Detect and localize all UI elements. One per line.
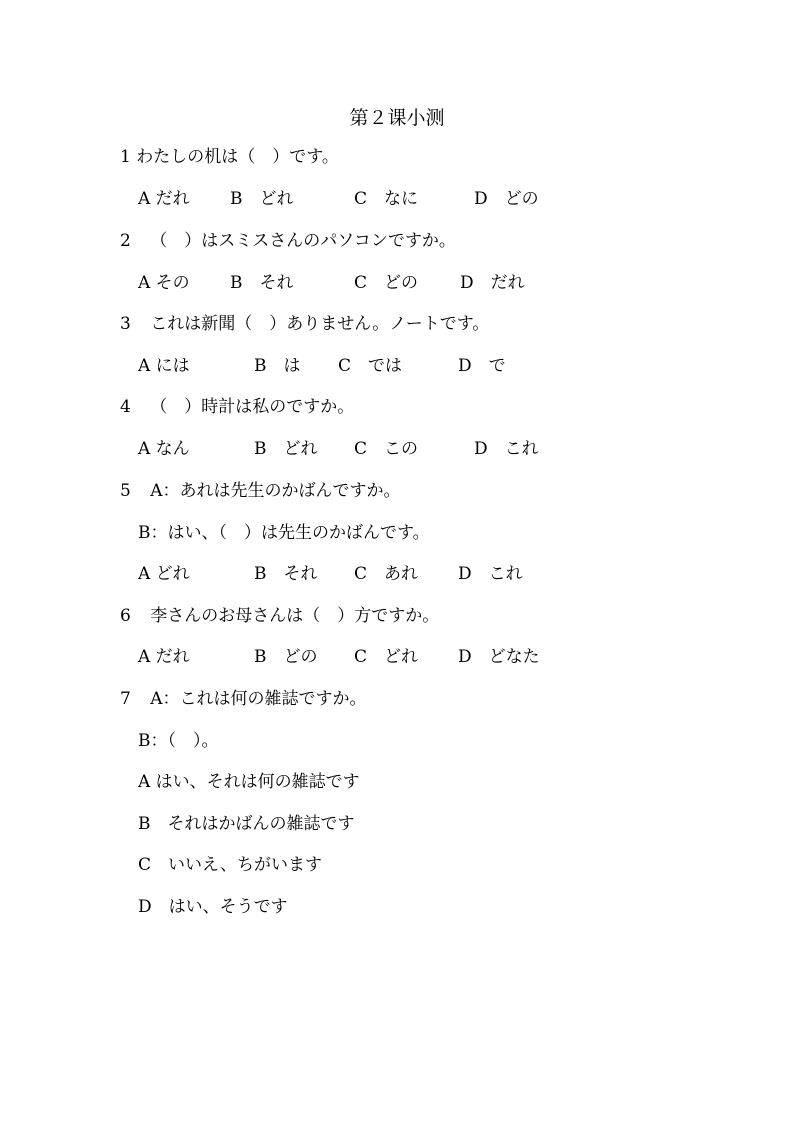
question-number: 3 [120,314,131,334]
page-title: 第２课小测 [349,107,445,129]
option-d: D どなた [458,647,540,667]
option-b: B どの [254,647,318,667]
option-a: A どれ [138,564,190,584]
option-c: C いいえ、ちがいます [138,855,323,875]
question-number: 5 [120,481,131,501]
option-a: A だれ [138,189,190,209]
question-number: 2 [120,231,131,251]
question-number: 4 [120,397,131,417]
question-1 [120,144,339,170]
option-d: D はい、そうです [138,897,288,917]
question-5-dialogue-b: B：はい、（ ）は先生のかばんです。 [138,523,430,543]
option-c: C あれ [354,564,419,584]
question-6 [120,603,439,629]
question-number: 6 [120,606,131,626]
options-row-6 [138,644,558,670]
question-text: （ ）時計は私のですか。 [150,397,355,417]
options-row-1 [138,186,558,212]
option-c: C では [338,356,403,376]
option-d: D これ [474,439,539,459]
option-b: B それ [230,273,294,293]
option-d: D これ [458,564,523,584]
question-7 [120,686,367,712]
option-b: B どれ [230,189,294,209]
option-b: B それはかばんの雑誌です [138,814,355,834]
option-b: B は [254,356,301,376]
question-text: 李さんのお母さんは（ ）方ですか。 [150,606,440,626]
option-b: B どれ [254,439,318,459]
option-d: D で [458,356,506,376]
option-b: B それ [254,564,318,584]
option-c: C なに [354,189,419,209]
question-3 [120,311,489,337]
question-2 [120,228,456,254]
options-row-2 [138,270,558,296]
option-c: C どれ [354,647,419,667]
question-4 [120,394,354,420]
option-d: D どの [474,189,539,209]
option-c: C この [354,439,419,459]
question-text: A：あれは先生のかばんですか。 [150,481,401,501]
option-a: A には [138,356,190,376]
option-a: A だれ [138,647,190,667]
option-a: A なん [138,439,190,459]
options-row-4 [138,436,558,462]
question-number: 7 [120,689,131,709]
question-text: （ ）はスミスさんのパソコンですか。 [150,231,456,251]
option-a: A その [138,273,190,293]
question-number: 1 [120,147,131,167]
options-row-3 [138,353,558,379]
options-row-5 [138,561,558,587]
question-text: わたしの机は（ ）です。 [136,147,339,167]
option-a: A はい、それは何の雑誌です [138,772,360,792]
question-text: A：これは何の雑誌ですか。 [150,689,367,709]
question-7-dialogue-b: B：（ ）。 [138,731,219,751]
question-text: これは新聞（ ）ありません。ノートです。 [150,314,490,334]
option-c: C どの [354,273,419,293]
option-d: D だれ [460,273,525,293]
question-5 [120,478,401,504]
